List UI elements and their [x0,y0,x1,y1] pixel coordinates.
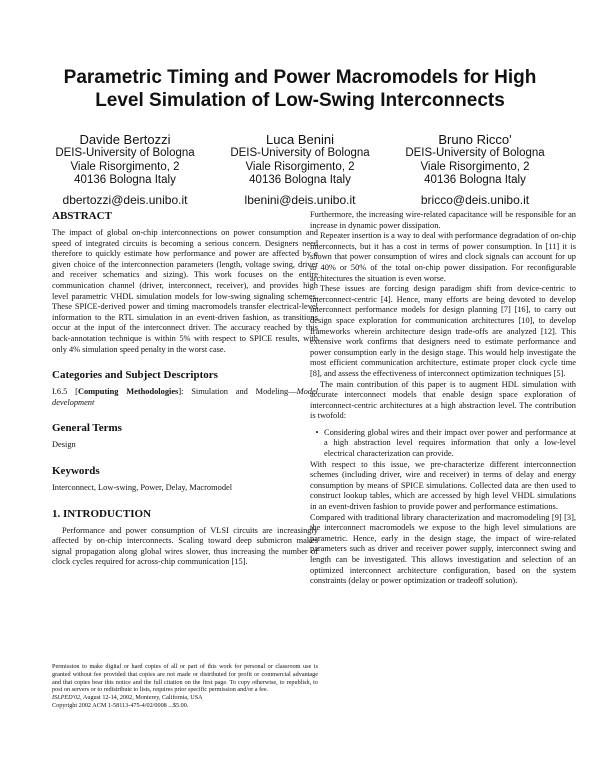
permission-notice [52,663,318,710]
paragraph: Compared with traditional library characterization and macromodeling [9] [3], the interconnect macromodels we expose to the high level simulations are parametric. Hence, early in the design stage, the impact of wire-related parameters such as driver and receiver power supply, interconnect swing and length can be investigated. This allows investigation and selection of an optimized interconnect architecture configuration, based on the system constraints (delay or power optimization or tradeoff solution). [310,512,576,586]
author-email: lbenini@deis.unibo.it [244,192,356,207]
categories-bold: Computing Methodologies [77,387,179,397]
right-column [310,210,576,587]
author-affiliation: DEIS-University of Bologna [405,147,545,159]
paper-title: Parametric Timing and Power Macromodels for High Level Simulation of Low-Swing Interconnects [63,67,537,111]
author-street: Viale Risorgimento, 2 [245,160,355,173]
author-street: Viale Risorgimento, 2 [420,160,530,173]
permission-text: Permission to make digital or hard copies of all or part of this work for personal or classroom use is granted without fee provided that copies are not made or distributed for profit or commercial advantage and that copies bear this notice and the full citation on the first page. To copy otherwise, to republish, to post on servers or to redistribute to lists, requires prior specific permission and/or a fee. [52,663,318,694]
author-name: Bruno Ricco' [438,132,512,147]
author-email: bricco@deis.unibo.it [420,192,530,207]
paragraph: The main contribution of this paper is to augment HDL simulation with accurate interconnect models that enable design space exploration of interconnect-centric architectures at a high abstraction level. The contribution is twofold: [310,379,576,421]
paragraph: Furthermore, the increasing wire-related capacitance will be responsible for an increase in dynamic power dissipation. [310,210,576,230]
categories-text [52,387,318,408]
general-terms-heading: General Terms [52,422,122,435]
author-street: Viale Risorgimento, 2 [70,160,180,173]
paragraph: With respect to this issue, we pre-characterize different interconnection schemes (including driver, wire and receiver) in terms of delay and energy consumption by means of SPICE simulations. Collected data are then used to construct lookup tables, which are accessed by high level VHDL simulations in an event-driven fashion to provide power and performance estimations. [310,459,576,512]
copyright-line: Copyright 2002 ACM 1-58113-475-4/02/0008 ...$5.00. [52,701,189,709]
author-city: 40136 Bologna Italy [74,174,176,186]
abstract-heading: ABSTRACT [52,210,112,222]
author-3 [390,132,560,207]
abstract-text: The impact of global on-chip interconnections on power consumption and speed of integrated circuits is becoming a serious concern. Designers need therefore to quickly estimate how performance and power are affected by a given choice of the interconnection parameters (length, voltage swing, driver and receiver schematics and sizing). This work focuses on the entire communication channel (driver, interconnect, receiver), and provides high level parametric VHDL simulation models for low-swing signaling schemes. These SPICE-derived power and timing macromodels transfer electrical-level information to the RTL simulation in an event-driven fashion, as transitions occur at the input of the interconnect driver. The accuracy reached by this back-annotation technique is within 5% with respect to SPICE results, with only 4% simulation speed penalty in the worst case. [52,228,318,354]
author-name: Luca Benini [266,132,334,147]
conference-line [52,694,318,702]
contribution-bullet [310,428,576,460]
keywords-heading: Keywords [52,464,100,477]
left-column [52,210,318,568]
conference-name: ISLPED'02, [52,694,82,702]
bullet-text: Considering global wires and their impact over power and performance at a high abstraction level requires information that only a low-level electrical characterization can provide. [324,427,576,459]
paragraph: Repeater insertion is a way to deal with performance degradation of on-chip interconnects, but it has a cost in terms of power consumption. In [11] it is shown that power consumption of wires and clock signals can account for up to 40% or 50% of the total on-chip power dissipation. For reconfigurable architectures the situation is even worse. [310,231,576,283]
author-affiliation: DEIS-University of Bologna [230,147,370,159]
introduction-paragraph: Performance and power consumption of VLSI circuits are increasingly affected by on-chip interconnects. Scaling toward deep submicron makes signal propagation along global wires slower, thus increasing the number of clock cycles required for across-chip communication [15]. [52,525,318,567]
introduction-heading: 1. INTRODUCTION [52,507,152,520]
author-1 [40,132,210,207]
bullet-icon: • [315,427,319,437]
author-2 [215,132,385,207]
author-city: 40136 Bologna Italy [424,174,526,186]
author-name: Davide Bertozzi [79,132,171,147]
author-email: dbertozzi@deis.unibo.it [62,192,188,207]
categories-prefix: I.6.5 [ [52,387,78,397]
author-affiliation: DEIS-University of Bologna [55,147,195,159]
categories-heading: Categories and Subject Descriptors [52,369,218,382]
author-block [40,132,560,207]
categories-middle: ]: Simulation and Modeling— [178,387,297,397]
keywords-text: Interconnect, Low-swing, Power, Delay, Macromodel [52,482,233,492]
general-terms-text: Design [52,440,76,450]
categories-italic: Model development [52,387,318,407]
conference-details: August 12-14, 2002, Monterey, California, USA [81,694,203,702]
author-city: 40136 Bologna Italy [249,174,351,186]
paragraph: These issues are forcing design paradigm shift from device-centric to interconnect-centric [4]. Hence, many efforts are being devoted to develop interconnect performance models for design planning [7] [16], to carry out design space exploration for communication architectures [10], to develop frameworks wherein architecture design trade-offs are analyzed [12]. This extensive work confirms that designers need to estimate performance and power consumption early in the design stage. This would help investigate the most efficient communication architecture, estimate proper clock cycle time [8], and assess the effectiveness of interconnect optimization techniques [5]. [310,284,576,378]
